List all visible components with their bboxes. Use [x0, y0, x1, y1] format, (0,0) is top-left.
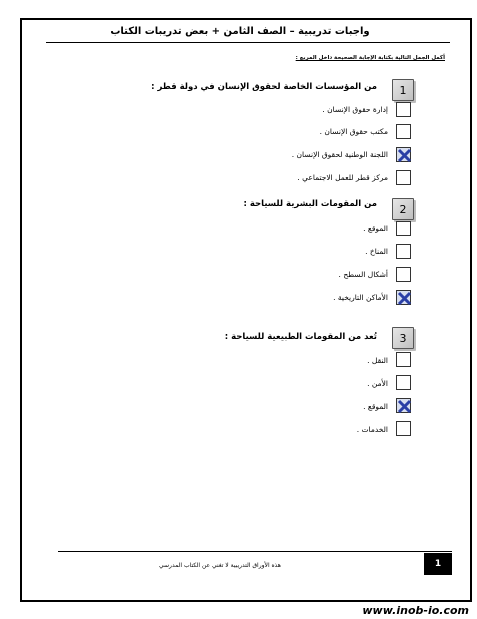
x-mark-icon	[397, 399, 412, 414]
question-text-2: من المقومات البشرية للسياحة :	[243, 199, 377, 209]
option-label-q1-2: مكتب حقوق الإنسان .	[319, 127, 388, 136]
instruction-text: أكمل الجمل التالية بكتابة الإجابة الصحيحة داخل المربع :	[295, 55, 445, 61]
checkbox-q2-opt4-checked[interactable]	[396, 290, 411, 305]
checkbox-q2-opt1[interactable]	[396, 221, 411, 236]
option-label-q1-4: مركز قطر للعمل الاجتماعي .	[297, 173, 388, 182]
question-number-3: 3	[392, 327, 414, 349]
x-mark-icon	[397, 291, 412, 306]
checkbox-q1-opt4[interactable]	[396, 170, 411, 185]
website-watermark: www.inob-io.com	[362, 604, 469, 617]
option-label-q3-2: الأمن .	[367, 379, 388, 388]
option-label-q2-1: الموقع .	[363, 224, 388, 233]
question-text-1: من المؤسسات الخاصة لحقوق الإنسان في دولة قطر :	[151, 82, 377, 92]
option-label-q3-4: الخدمات .	[356, 425, 388, 434]
checkbox-q3-opt4[interactable]	[396, 421, 411, 436]
question-number-1: 1	[392, 79, 414, 101]
title-divider	[46, 42, 450, 43]
page-title: واجبات تدريبية – الصف الثامن + بعض تدريبات الكتاب	[110, 26, 370, 37]
option-label-q2-3: أشكال السطح .	[338, 270, 388, 279]
option-label-q3-1: النقل .	[367, 356, 388, 365]
option-label-q2-4: الأماكن التاريخية .	[333, 293, 388, 302]
option-label-q2-2: المناخ .	[365, 247, 388, 256]
option-label-q1-1: إدارة حقوق الإنسان .	[322, 105, 388, 114]
question-number-2: 2	[392, 198, 414, 220]
checkbox-q3-opt3-checked[interactable]	[396, 398, 411, 413]
x-mark-icon	[397, 148, 412, 163]
page-number: 1	[424, 553, 452, 575]
option-label-q1-3: اللجنة الوطنية لحقوق الإنسان .	[291, 150, 388, 159]
checkbox-q1-opt2[interactable]	[396, 124, 411, 139]
option-label-q3-3: الموقع .	[363, 402, 388, 411]
checkbox-q2-opt2[interactable]	[396, 244, 411, 259]
question-text-3: تُعد من المقومات الطبيعية للسياحة :	[224, 332, 377, 342]
checkbox-q1-opt1[interactable]	[396, 102, 411, 117]
checkbox-q2-opt3[interactable]	[396, 267, 411, 282]
checkbox-q1-opt3-checked[interactable]	[396, 147, 411, 162]
footer-divider	[58, 551, 452, 552]
checkbox-q3-opt2[interactable]	[396, 375, 411, 390]
footer-note: هذه الأوراق التدريبية لا تغني عن الكتاب المدرسي	[159, 562, 281, 569]
checkbox-q3-opt1[interactable]	[396, 352, 411, 367]
